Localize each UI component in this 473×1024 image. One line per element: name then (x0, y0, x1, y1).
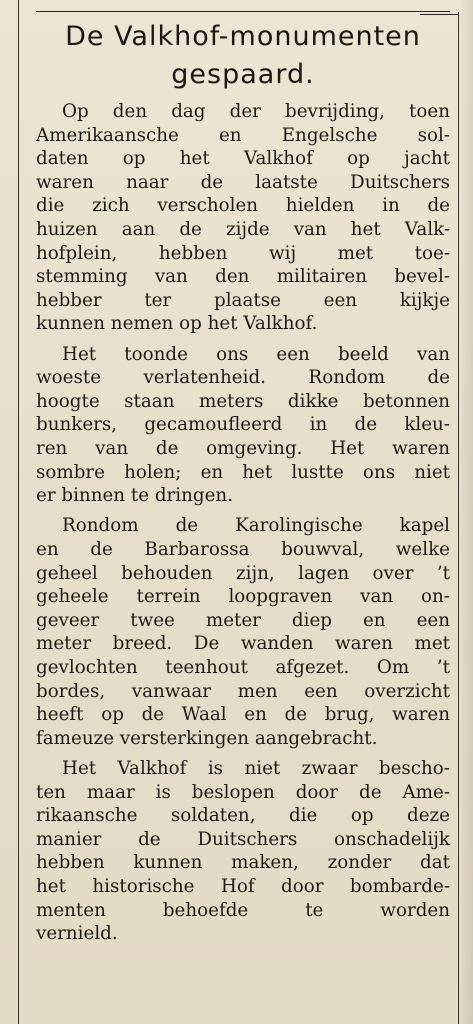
text-line: menten behoefde te worden (36, 899, 450, 921)
text-line: ren van de omgeving. Het waren (36, 438, 450, 459)
text-line: Amerikaansche en Engelsche sol- (36, 124, 450, 146)
headline-line-1: De Valkhof-monumenten (65, 21, 421, 52)
text-line: kunnen nemen op het Valkhof. (36, 313, 318, 335)
text-line: rikaansche soldaten, die op deze (36, 805, 450, 827)
text-line: daten op het Valkhof op jacht (36, 148, 450, 170)
text-line: geheel behouden zijn, lagen over ’t (36, 562, 450, 584)
text-line: vernield. (36, 923, 118, 945)
text-line: heeft op de Waal en de brug, waren (36, 704, 450, 726)
article-body (36, 100, 450, 953)
text-line: hebben kunnen maken, zonder dat (36, 852, 450, 874)
text-line: waren naar de laatste Duitschers (36, 171, 450, 193)
page-edge-shadow (459, 0, 473, 1024)
text-line: gevlochten teenhout afgezet. Om ’t (36, 657, 450, 679)
text-line: woeste verlatenheid. Rondom de (36, 367, 450, 389)
top-rule-right (420, 14, 458, 15)
text-line: Het Valkhof is niet zwaar bescho- (62, 758, 450, 780)
text-line: hofplein, hebben wij met toe- (36, 242, 450, 264)
text-line: en de Barbarossa bouwval, welke (36, 539, 450, 561)
text-line: hoogte staan meters dikke betonnen (36, 390, 450, 412)
paragraph-2 (36, 343, 450, 508)
column-rule-left (18, 0, 19, 1024)
text-line: stemming van den militairen bevel- (36, 266, 450, 288)
text-line: Het toonde ons een beeld van (62, 343, 450, 365)
text-line: bunkers, gecamoufleerd in de kleu- (36, 414, 450, 436)
text-line: geveer twee meter diep en een (36, 609, 450, 631)
text-line: manier de Duitschers onschadelijk (36, 828, 450, 850)
text-line: er binnen te dringen. (36, 485, 234, 507)
text-line: geheele terrein loopgraven van on- (36, 586, 450, 608)
text-line: fameuze versterkingen aangebracht. (36, 727, 378, 749)
text-line: Op den dag der bevrijding, toen (62, 101, 450, 122)
headline (32, 18, 454, 94)
text-line: meter breed. De wanden waren met (36, 633, 450, 655)
text-line: ten maar is beslopen door de Ame- (36, 781, 450, 803)
text-line: huizen aan de zijde van het Valk- (36, 218, 450, 240)
headline-line-2: gespaard. (171, 59, 315, 90)
paragraph-1 (36, 100, 450, 336)
text-line: het historische Hof door bombarde- (36, 876, 450, 898)
paragraph-4 (36, 757, 450, 946)
text-line: sombre holen; en het lustte ons niet (36, 461, 450, 483)
text-line: Rondom de Karolingische kapel (62, 515, 450, 537)
paragraph-3 (36, 514, 450, 750)
top-rule (36, 11, 450, 12)
text-line: hebber ter plaatse een kijkje (36, 289, 450, 311)
text-line: die zich verscholen hielden in de (36, 195, 450, 217)
text-line: bordes, vanwaar men een overzicht (36, 680, 450, 702)
